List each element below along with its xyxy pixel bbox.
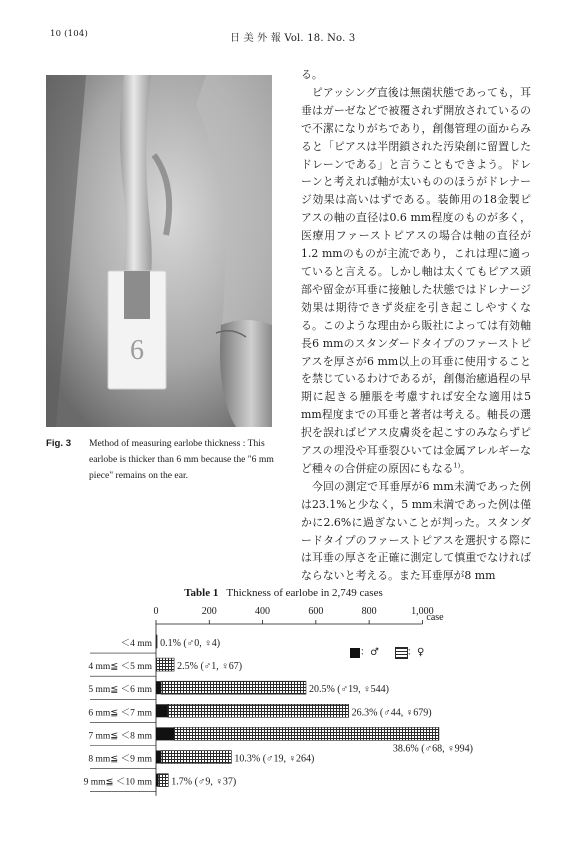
journal-header: 日 美 外 報 Vol. 18. No. 3 — [230, 33, 356, 44]
earlobe-thickness-chart — [0, 600, 567, 800]
legend-male-label: ：♂ — [360, 647, 379, 658]
category-label: 5 mm≦ ＜6 mm — [88, 685, 152, 696]
paragraph — [301, 84, 531, 478]
citation: 1) — [453, 461, 461, 470]
bar-male — [156, 751, 161, 764]
category-label: 8 mm≦ ＜9 mm — [88, 754, 152, 765]
page-number: 10 (104) — [50, 29, 88, 39]
bar-female — [161, 681, 306, 694]
bar-female — [156, 635, 157, 648]
category-label: 9 mm≦ ＜10 mm — [83, 777, 152, 788]
paragraph: 今回の測定で耳垂厚が6 mm未満であった例は23.1%と少なく，5 mm未満であった例は僅かに2.6%に過ぎないことが判った。スタンダードタイプのファーストピアスを選択する際には耳垂の厚さを正確に測定して慎重でなければならないと考える。また耳垂厚が8 mm — [301, 479, 531, 583]
x-tick-label: 800 — [361, 606, 377, 617]
data-label: 10.3% (♂19, ♀264) — [234, 753, 315, 765]
bar-male — [156, 704, 168, 717]
earlobe-photo-drawing — [46, 75, 272, 427]
paragraph-text: ピアッシング直後は無菌状態であっても，耳垂はガーゼなどで被覆されず開放されているので不潔になりがちであり，創傷管理の面からみると「ピアスは半閉鎖された汚染創に留置したドレーンである」と言うこともできよう。ドレーンと考えれば軸が太いもののほうがドレナージ効果は高いはずである。装飾用の18金製ピアスの軸の直径は0.6 mm程度のものが多く，医療用ファーストピアスの場合は軸の直径が1.2 mmのものが主流であり，これは理に適っていると言える。しかし軸は太くてもピアス頭部や留金が耳垂に接触した状態ではドレナージ効果は期待できず炎症を引き起こしやすくなる。このような理由から販社によっては有効軸長6 mmのスタンダードタイプのファーストピアスを厚さが6 mm以上の耳垂に使用することを禁じているわけであるが，創傷治癒過程の早期に起きる腫脹を考慮すれば安全な適用は5 mm程度までの耳垂と著者は考える。軸長の選択を誤ればピアス皮膚炎を起こすのみならずピアスの埋没や耳垂裂ひいては金属アレルギーなど種々の合併症の原因にもなる — [301, 85, 531, 475]
legend-male-swatch — [350, 648, 360, 658]
x-tick-label: 600 — [308, 606, 324, 617]
paragraph-end: 。 — [460, 461, 472, 475]
body-text — [301, 66, 531, 585]
legend-female-swatch — [396, 648, 407, 658]
data-label: 26.3% (♂44, ♀679) — [351, 707, 432, 719]
bar-male — [156, 774, 158, 787]
table-title-text: Thickness of earlobe in 2,749 cases — [226, 587, 383, 599]
bar-female — [168, 704, 349, 717]
data-label: 2.5% (♂1, ♀67) — [177, 661, 243, 673]
bar-female — [158, 774, 168, 787]
table-label: Table 1 — [184, 587, 219, 599]
paragraph: る。 — [301, 68, 323, 81]
figure-label: Fig. 3 — [46, 438, 72, 449]
bar-female — [156, 658, 174, 671]
category-label: 4 mm≦ ＜5 mm — [88, 662, 152, 673]
data-label: 0.1% (♂0, ♀4) — [160, 638, 221, 649]
data-label: 38.6% (♂68, ♀994) — [392, 743, 473, 755]
earlobe-photo — [46, 75, 272, 427]
legend-female — [396, 643, 424, 658]
category-label: 6 mm≦ ＜7 mm — [88, 708, 152, 719]
figure-caption-text: Method of measuring earlobe thickness : This earlobe is thicker than 6 mm because the "6 mm piece" remains on the ear. — [89, 438, 274, 481]
bar-female — [174, 727, 439, 740]
category-label: ＜4 mm — [120, 639, 152, 649]
x-tick-label: 400 — [255, 606, 271, 617]
gauge-number: 6 — [130, 335, 144, 366]
legend-male — [350, 643, 379, 658]
legend-female-label: ：♀ — [407, 647, 425, 658]
x-tick-label: 0 — [153, 606, 159, 617]
x-tick-label: 200 — [201, 606, 217, 617]
bar-male — [156, 681, 161, 694]
data-label: 1.7% (♂9, ♀37) — [171, 776, 237, 788]
bar-male — [156, 727, 174, 740]
table-title — [0, 587, 567, 599]
data-label: 20.5% (♂19, ♀544) — [308, 684, 389, 696]
figure-caption — [46, 436, 278, 483]
x-tick-label: 1,000 — [411, 606, 434, 617]
category-label: 7 mm≦ ＜8 mm — [88, 731, 152, 742]
x-unit-label: case — [426, 612, 444, 623]
bar-female — [161, 751, 231, 764]
